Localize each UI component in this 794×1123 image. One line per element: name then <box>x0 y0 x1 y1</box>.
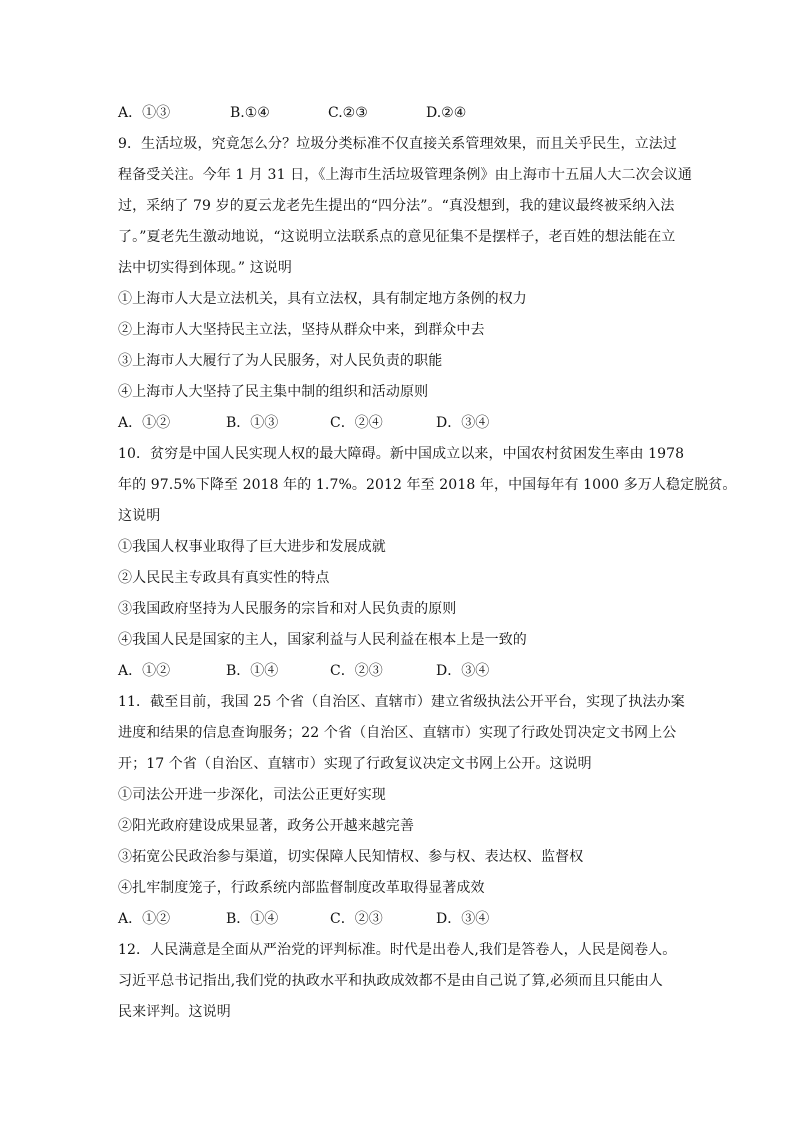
question-9-text-line: 过，采纳了 79 岁的夏云龙老先生提出的“四分法”。“真没想到，我的建议最终被采纳入法 <box>118 198 675 214</box>
q9-options <box>118 408 678 439</box>
q8-option-d[interactable]: D.②④ <box>426 105 467 121</box>
question-11-text-line: 11．截至目前，我国 25 个省（自治区、直辖市）建立省级执法公开平台，实现了执法办案 <box>118 694 685 710</box>
question-9-statement: ④上海市人大坚持了民主集中制的组织和活动原则 <box>118 384 429 400</box>
question-10-statement: ③我国政府坚持为人民服务的宗旨和对人民负责的原则 <box>118 601 457 617</box>
question-9-statement: ③上海市人大履行了为人民服务，对人民负责的职能 <box>118 353 443 369</box>
question-10-statement: ①我国人权事业取得了巨大进步和发展成就 <box>118 539 386 555</box>
q10-option-c[interactable]: C．②③ <box>330 663 383 679</box>
question-10-statement: ②人民民主专政具有真实性的特点 <box>118 570 330 586</box>
q8-option-a[interactable]: A．①③ <box>118 105 171 121</box>
question-9-text-line: 9．生活垃圾，究竟怎么分？垃圾分类标准不仅直接关系管理效果，而且关乎民生，立法过 <box>118 136 677 152</box>
q9-option-b[interactable]: B．①③ <box>226 415 279 431</box>
q10-option-d[interactable]: D．③④ <box>436 663 490 679</box>
q11-option-d[interactable]: D．③④ <box>436 911 490 927</box>
question-11-text-line: 开；17 个省（自治区、直辖市）实现了行政复议决定文书网上公开。这说明 <box>118 756 592 772</box>
q9-option-c[interactable]: C．②④ <box>330 415 383 431</box>
q8-option-b[interactable]: B.①④ <box>230 105 270 121</box>
q10-options <box>118 656 678 687</box>
q11-option-a[interactable]: A．①② <box>118 911 171 927</box>
question-11-statement: ③拓宽公民政治参与渠道，切实保障人民知情权、参与权、表达权、监督权 <box>118 849 584 865</box>
question-11-statement: ②阳光政府建设成果显著，政务公开越来越完善 <box>118 818 415 834</box>
question-9-text-line: 了。”夏老先生激动地说，“这说明立法联系点的意见征集不是摆样子，老百姓的想法能在立 <box>118 229 676 245</box>
question-10 <box>118 439 737 687</box>
question-11-text-line: 进度和结果的信息查询服务；22 个省（自治区、直辖市）实现了行政处罚决定文书网上公 <box>118 725 677 741</box>
q8-option-c[interactable]: C.②③ <box>328 105 368 121</box>
q9-option-a[interactable]: A．①② <box>118 415 171 431</box>
question-10-text-line: 10．贫穷是中国人民实现人权的最大障碍。新中国成立以来，中国农村贫困发生率由 1978 <box>118 446 685 462</box>
q11-option-c[interactable]: C．②③ <box>330 911 383 927</box>
q10-option-a[interactable]: A．①② <box>118 663 171 679</box>
question-11-statement: ④扎牢制度笼子，行政系统内部监督制度改革取得显著成效 <box>118 880 485 896</box>
question-10-text-line: 这说明 <box>118 508 161 524</box>
question-10-statement: ④我国人民是国家的主人，国家利益与人民利益在根本上是一致的 <box>118 632 527 648</box>
question-9-statement: ①上海市人大是立法机关，具有立法权，具有制定地方条例的权力 <box>118 291 527 307</box>
question-12-text-line: 习近平总书记指出,我们党的执政水平和执政成效都不是由自己说了算,必须而且只能由人 <box>118 973 663 989</box>
question-9 <box>118 129 693 439</box>
exam-page <box>118 98 737 1028</box>
q10-option-b[interactable]: B．①④ <box>226 663 279 679</box>
q9-option-d[interactable]: D．③④ <box>436 415 490 431</box>
question-9-statement: ②上海市人大坚持民主立法，坚持从群众中来，到群众中去 <box>118 322 485 338</box>
question-12-text-line: 民来评判。这说明 <box>118 1004 231 1020</box>
question-12 <box>118 935 678 1028</box>
question-10-text-line: 年的 97.5%下降至 2018 年的 1.7%。2012 年至 2018 年，中国每年有 1000 多万人稳定脱贫。 <box>118 477 737 493</box>
q11-option-b[interactable]: B．①④ <box>226 911 279 927</box>
q11-options <box>118 904 678 935</box>
question-11 <box>118 687 685 935</box>
question-9-text-line: 程备受关注。今年 1 月 31 日，《上海市生活垃圾管理条例》由上海市十五届人大二次会议通 <box>118 167 693 183</box>
question-11-statement: ①司法公开进一步深化，司法公正更好实现 <box>118 787 386 803</box>
question-9-text-line: 法中切实得到体现。” 这说明 <box>118 260 293 276</box>
question-12-text-line: 12．人民满意是全面从严治党的评判标准。时代是出卷人,我们是答卷人，人民是阅卷人。 <box>118 942 677 958</box>
q8-options <box>118 98 678 129</box>
